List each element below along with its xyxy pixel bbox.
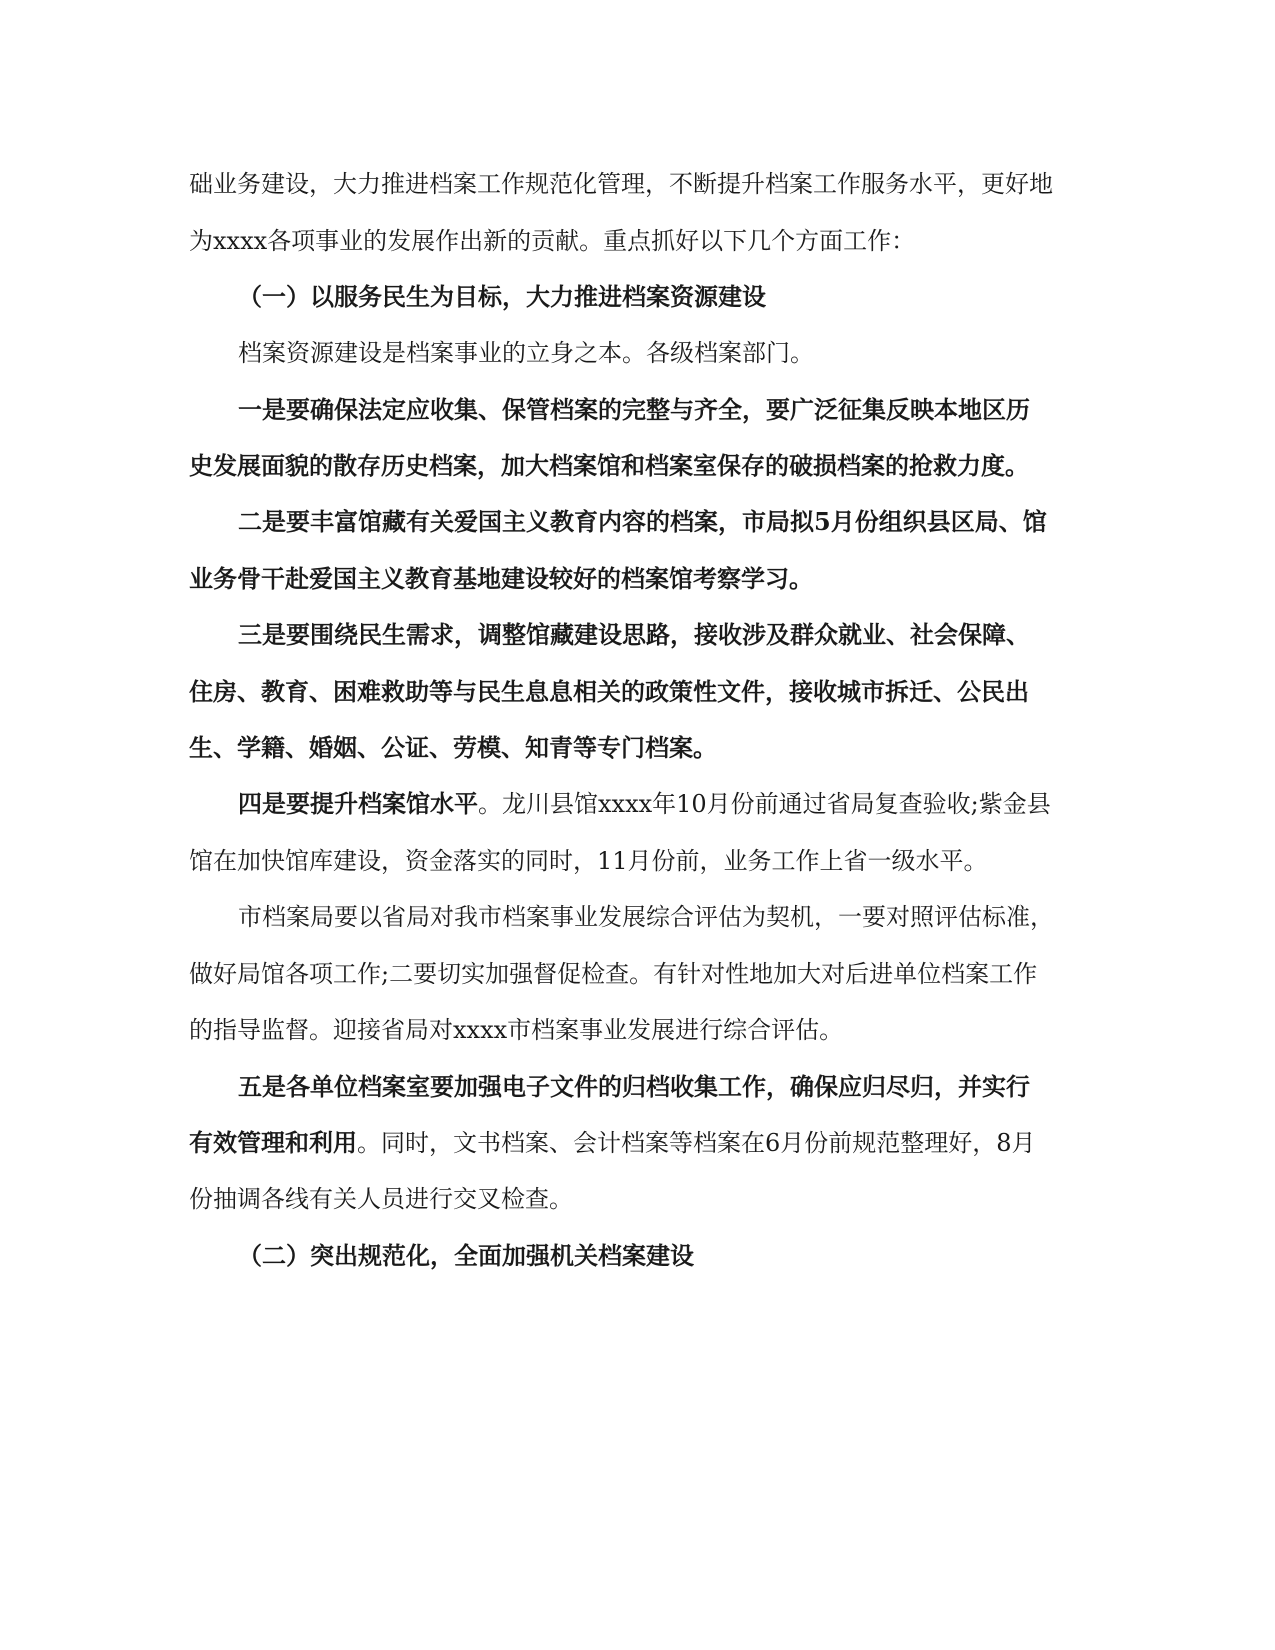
text-line (238, 788, 1138, 820)
text-line: 份抽调各线有关人员进行交叉检查。 (189, 1185, 573, 1213)
text-line: 的指导监督。迎接省局对xxxx市档案事业发展进行综合评估。 (189, 1016, 844, 1044)
bold-lead: 四是要提升档案馆水平 (238, 789, 478, 818)
text-line: 史发展面貌的散存历史档案，加大档案馆和档案室保存的破损档案的抢救力度。 (189, 451, 1029, 480)
text-line: 档案资源建设是档案事业的立身之本。各级档案部门。 (238, 339, 814, 367)
text-line: 生、学籍、婚姻、公证、劳模、知青等专门档案。 (189, 733, 717, 762)
text-line: 础业务建设，大力推进档案工作规范化管理，不断提升档案工作服务水平，更好地 (189, 170, 1053, 198)
text-line: 二是要丰富馆藏有关爱国主义教育内容的档案，市局拟5月份组织县区局、馆 (238, 507, 1047, 536)
bold-lead: 有效管理和利用 (189, 1128, 357, 1157)
text-rest: 。龙川县馆xxxx年10月份前通过省局复查验收;紫金县 (478, 790, 1051, 818)
text-line: 市档案局要以省局对我市档案事业发展综合评估为契机，一要对照评估标准， (238, 903, 1054, 931)
text-line: 三是要围绕民生需求，调整馆藏建设思路，接收涉及群众就业、社会保障、 (238, 620, 1030, 649)
text-line: 业务骨干赴爱国主义教育基地建设较好的档案馆考察学习。 (189, 564, 813, 593)
text-line: 做好局馆各项工作;二要切实加强督促检查。有针对性地加大对后进单位档案工作 (189, 960, 1038, 988)
text-line: 馆在加快馆库建设，资金落实的同时，11月份前，业务工作上省一级水平。 (189, 847, 988, 875)
text-line (189, 1127, 1089, 1159)
text-line: 住房、教育、困难救助等与民生息息相关的政策性文件，接收城市拆迁、公民出 (189, 677, 1029, 706)
text-line: 为xxxx各项事业的发展作出新的贡献。重点抓好以下几个方面工作： (189, 227, 916, 255)
text-line: 一是要确保法定应收集、保管档案的完整与齐全，要广泛征集反映本地区历 (238, 395, 1030, 424)
text-rest: 。同时，文书档案、会计档案等档案在6月份前规范整理好，8月 (357, 1129, 1036, 1157)
section-heading-1: （一）以服务民生为目标，大力推进档案资源建设 (238, 282, 766, 311)
section-heading-2: （二）突出规范化，全面加强机关档案建设 (238, 1241, 694, 1270)
text-line: 五是各单位档案室要加强电子文件的归档收集工作，确保应归尽归，并实行 (238, 1072, 1030, 1101)
